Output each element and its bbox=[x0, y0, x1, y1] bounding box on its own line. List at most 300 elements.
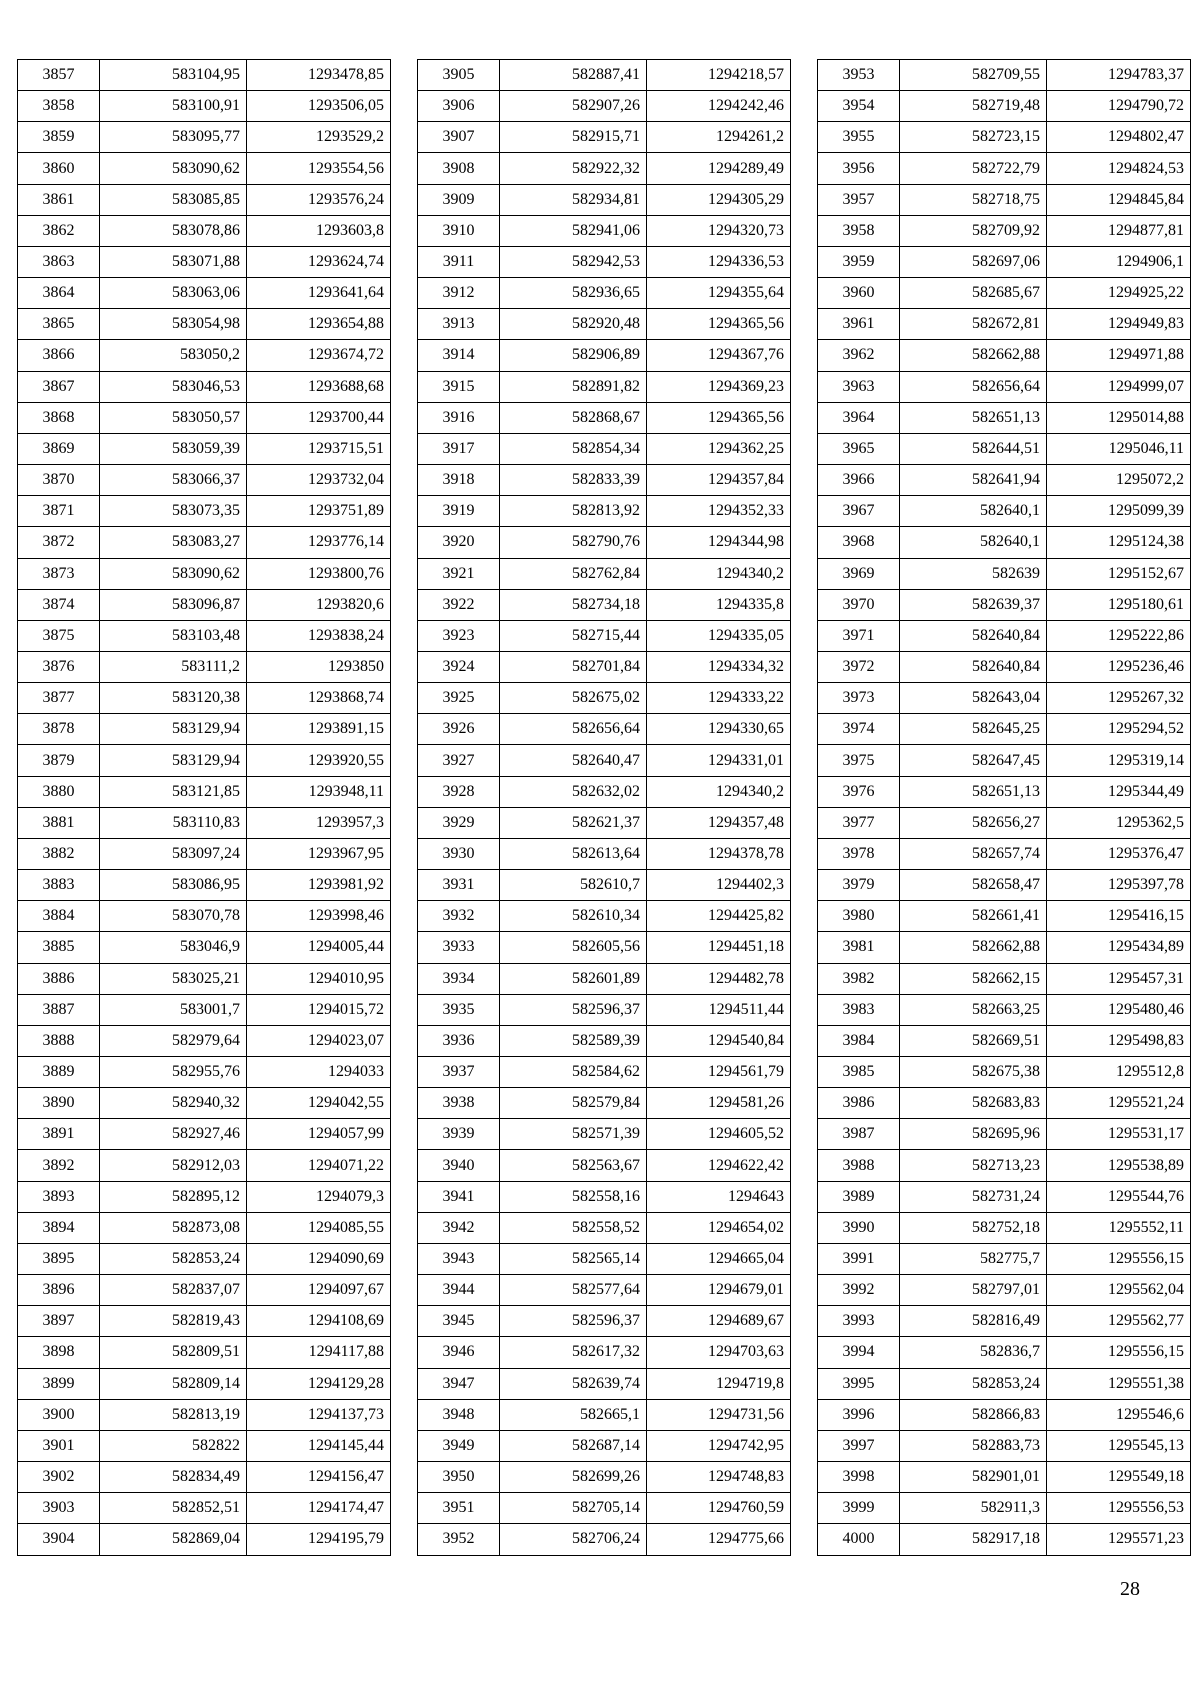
table-row bbox=[418, 558, 791, 589]
x-coordinate-cell: 582643,04 bbox=[900, 683, 1047, 714]
point-number-cell: 3905 bbox=[418, 60, 500, 91]
x-coordinate-cell: 582577,64 bbox=[500, 1275, 647, 1306]
table-row bbox=[18, 963, 391, 994]
x-coordinate-cell: 583054,98 bbox=[100, 309, 247, 340]
table-row bbox=[418, 91, 791, 122]
y-coordinate-cell: 1295344,49 bbox=[1047, 776, 1191, 807]
x-coordinate-cell: 582713,23 bbox=[900, 1150, 1047, 1181]
y-coordinate-cell: 1294195,79 bbox=[247, 1524, 391, 1555]
y-coordinate-cell: 1293688,68 bbox=[247, 371, 391, 402]
x-coordinate-cell: 582685,67 bbox=[900, 278, 1047, 309]
point-number-cell: 3956 bbox=[818, 153, 900, 184]
point-number-cell: 3986 bbox=[818, 1088, 900, 1119]
point-number-cell: 3868 bbox=[18, 402, 100, 433]
point-number-cell: 3926 bbox=[418, 714, 500, 745]
y-coordinate-cell: 1295376,47 bbox=[1047, 838, 1191, 869]
x-coordinate-cell: 582651,13 bbox=[900, 776, 1047, 807]
x-coordinate-cell: 582891,82 bbox=[500, 371, 647, 402]
table-row bbox=[418, 402, 791, 433]
table-row bbox=[18, 496, 391, 527]
x-coordinate-cell: 582563,67 bbox=[500, 1150, 647, 1181]
table-row bbox=[418, 714, 791, 745]
y-coordinate-cell: 1294845,84 bbox=[1047, 184, 1191, 215]
table-row bbox=[818, 963, 1191, 994]
x-coordinate-cell: 582645,25 bbox=[900, 714, 1047, 745]
table-row bbox=[418, 745, 791, 776]
table-row bbox=[418, 496, 791, 527]
point-number-cell: 3909 bbox=[418, 184, 500, 215]
y-coordinate-cell: 1294451,18 bbox=[647, 932, 791, 963]
x-coordinate-cell: 582819,43 bbox=[100, 1306, 247, 1337]
y-coordinate-cell: 1294378,78 bbox=[647, 838, 791, 869]
table-row bbox=[818, 496, 1191, 527]
table-row bbox=[818, 1057, 1191, 1088]
y-coordinate-cell: 1293506,05 bbox=[247, 91, 391, 122]
x-coordinate-cell: 582715,44 bbox=[500, 620, 647, 651]
point-number-cell: 3891 bbox=[18, 1119, 100, 1150]
table-row bbox=[418, 1243, 791, 1274]
point-number-cell: 3960 bbox=[818, 278, 900, 309]
x-coordinate-cell: 582868,67 bbox=[500, 402, 647, 433]
x-coordinate-cell: 582837,07 bbox=[100, 1275, 247, 1306]
point-number-cell: 3952 bbox=[418, 1524, 500, 1555]
table-row bbox=[818, 1306, 1191, 1337]
x-coordinate-cell: 583001,7 bbox=[100, 994, 247, 1025]
y-coordinate-cell: 1294925,22 bbox=[1047, 278, 1191, 309]
table-row bbox=[18, 1462, 391, 1493]
point-number-cell: 3859 bbox=[18, 122, 100, 153]
y-coordinate-cell: 1295294,52 bbox=[1047, 714, 1191, 745]
point-number-cell: 3860 bbox=[18, 153, 100, 184]
point-number-cell: 3922 bbox=[418, 589, 500, 620]
point-number-cell: 3964 bbox=[818, 402, 900, 433]
table-row bbox=[18, 309, 391, 340]
table-row bbox=[418, 1150, 791, 1181]
y-coordinate-cell: 1294731,56 bbox=[647, 1399, 791, 1430]
x-coordinate-cell: 582853,24 bbox=[900, 1368, 1047, 1399]
point-number-cell: 3925 bbox=[418, 683, 500, 714]
x-coordinate-cell: 583063,06 bbox=[100, 278, 247, 309]
y-coordinate-cell: 1294334,32 bbox=[647, 651, 791, 682]
point-number-cell: 3858 bbox=[18, 91, 100, 122]
table-row bbox=[418, 901, 791, 932]
point-number-cell: 3928 bbox=[418, 776, 500, 807]
x-coordinate-cell: 582731,24 bbox=[900, 1181, 1047, 1212]
y-coordinate-cell: 1295152,67 bbox=[1047, 558, 1191, 589]
x-coordinate-cell: 582906,89 bbox=[500, 340, 647, 371]
x-coordinate-cell: 582656,64 bbox=[900, 371, 1047, 402]
table-row bbox=[818, 1337, 1191, 1368]
x-coordinate-cell: 582722,79 bbox=[900, 153, 1047, 184]
table-row bbox=[418, 1181, 791, 1212]
point-number-cell: 3907 bbox=[418, 122, 500, 153]
table-row bbox=[818, 340, 1191, 371]
table-row bbox=[818, 91, 1191, 122]
y-coordinate-cell: 1293529,2 bbox=[247, 122, 391, 153]
y-coordinate-cell: 1295571,23 bbox=[1047, 1524, 1191, 1555]
x-coordinate-cell: 582579,84 bbox=[500, 1088, 647, 1119]
x-coordinate-cell: 582883,73 bbox=[900, 1430, 1047, 1461]
x-coordinate-cell: 582589,39 bbox=[500, 1025, 647, 1056]
table-row bbox=[818, 1462, 1191, 1493]
table-row bbox=[818, 60, 1191, 91]
y-coordinate-cell: 1294999,07 bbox=[1047, 371, 1191, 402]
x-coordinate-cell: 582752,18 bbox=[900, 1212, 1047, 1243]
point-number-cell: 3888 bbox=[18, 1025, 100, 1056]
table-row bbox=[818, 433, 1191, 464]
x-coordinate-cell: 582915,71 bbox=[500, 122, 647, 153]
x-coordinate-cell: 583100,91 bbox=[100, 91, 247, 122]
point-number-cell: 3910 bbox=[418, 215, 500, 246]
x-coordinate-cell: 582936,65 bbox=[500, 278, 647, 309]
point-number-cell: 3995 bbox=[818, 1368, 900, 1399]
point-number-cell: 3875 bbox=[18, 620, 100, 651]
y-coordinate-cell: 1294261,2 bbox=[647, 122, 791, 153]
table-row bbox=[18, 838, 391, 869]
table-row bbox=[418, 465, 791, 496]
table-row bbox=[818, 838, 1191, 869]
table-row bbox=[818, 1150, 1191, 1181]
y-coordinate-cell: 1294137,73 bbox=[247, 1399, 391, 1430]
table-row bbox=[418, 122, 791, 153]
x-coordinate-cell: 583129,94 bbox=[100, 745, 247, 776]
x-coordinate-cell: 582734,18 bbox=[500, 589, 647, 620]
point-number-cell: 3900 bbox=[18, 1399, 100, 1430]
y-coordinate-cell: 1295556,53 bbox=[1047, 1493, 1191, 1524]
table-row bbox=[818, 932, 1191, 963]
point-number-cell: 3931 bbox=[418, 870, 500, 901]
point-number-cell: 3906 bbox=[418, 91, 500, 122]
point-number-cell: 3896 bbox=[18, 1275, 100, 1306]
table-row bbox=[418, 1524, 791, 1555]
x-coordinate-cell: 582657,74 bbox=[900, 838, 1047, 869]
y-coordinate-cell: 1293700,44 bbox=[247, 402, 391, 433]
y-coordinate-cell: 1293576,24 bbox=[247, 184, 391, 215]
x-coordinate-cell: 583046,9 bbox=[100, 932, 247, 963]
point-number-cell: 3940 bbox=[418, 1150, 500, 1181]
x-coordinate-cell: 582675,38 bbox=[900, 1057, 1047, 1088]
point-number-cell: 3873 bbox=[18, 558, 100, 589]
y-coordinate-cell: 1293478,85 bbox=[247, 60, 391, 91]
y-coordinate-cell: 1295046,11 bbox=[1047, 433, 1191, 464]
coordinates-table-3 bbox=[817, 59, 1191, 1556]
x-coordinate-cell: 582718,75 bbox=[900, 184, 1047, 215]
point-number-cell: 3872 bbox=[18, 527, 100, 558]
y-coordinate-cell: 1294085,55 bbox=[247, 1212, 391, 1243]
table-row bbox=[418, 278, 791, 309]
table-row bbox=[818, 901, 1191, 932]
x-coordinate-cell: 582656,27 bbox=[900, 807, 1047, 838]
point-number-cell: 3889 bbox=[18, 1057, 100, 1088]
table-row bbox=[18, 1119, 391, 1150]
point-number-cell: 3912 bbox=[418, 278, 500, 309]
y-coordinate-cell: 1295457,31 bbox=[1047, 963, 1191, 994]
table-row bbox=[418, 807, 791, 838]
y-coordinate-cell: 1294330,65 bbox=[647, 714, 791, 745]
table-row bbox=[18, 589, 391, 620]
coordinates-table-1 bbox=[17, 59, 391, 1556]
y-coordinate-cell: 1294802,47 bbox=[1047, 122, 1191, 153]
x-coordinate-cell: 582565,14 bbox=[500, 1243, 647, 1274]
y-coordinate-cell: 1294335,05 bbox=[647, 620, 791, 651]
x-coordinate-cell: 583071,88 bbox=[100, 246, 247, 277]
y-coordinate-cell: 1293920,55 bbox=[247, 745, 391, 776]
x-coordinate-cell: 582836,7 bbox=[900, 1337, 1047, 1368]
x-coordinate-cell: 582610,34 bbox=[500, 901, 647, 932]
point-number-cell: 3959 bbox=[818, 246, 900, 277]
table-row bbox=[18, 433, 391, 464]
table-row bbox=[18, 278, 391, 309]
x-coordinate-cell: 582640,1 bbox=[900, 527, 1047, 558]
y-coordinate-cell: 1295236,46 bbox=[1047, 651, 1191, 682]
y-coordinate-cell: 1295072,2 bbox=[1047, 465, 1191, 496]
x-coordinate-cell: 582927,46 bbox=[100, 1119, 247, 1150]
table-row bbox=[18, 1368, 391, 1399]
point-number-cell: 3871 bbox=[18, 496, 100, 527]
x-coordinate-cell: 582813,92 bbox=[500, 496, 647, 527]
x-coordinate-cell: 582639,37 bbox=[900, 589, 1047, 620]
table-row bbox=[18, 1025, 391, 1056]
point-number-cell: 4000 bbox=[818, 1524, 900, 1555]
y-coordinate-cell: 1293554,56 bbox=[247, 153, 391, 184]
table-row bbox=[818, 589, 1191, 620]
x-coordinate-cell: 583025,21 bbox=[100, 963, 247, 994]
point-number-cell: 3930 bbox=[418, 838, 500, 869]
point-number-cell: 3857 bbox=[18, 60, 100, 91]
table-row bbox=[418, 776, 791, 807]
point-number-cell: 3973 bbox=[818, 683, 900, 714]
x-coordinate-cell: 582854,34 bbox=[500, 433, 647, 464]
y-coordinate-cell: 1294605,52 bbox=[647, 1119, 791, 1150]
y-coordinate-cell: 1294023,07 bbox=[247, 1025, 391, 1056]
x-coordinate-cell: 582706,24 bbox=[500, 1524, 647, 1555]
y-coordinate-cell: 1294129,28 bbox=[247, 1368, 391, 1399]
y-coordinate-cell: 1294305,29 bbox=[647, 184, 791, 215]
x-coordinate-cell: 582775,7 bbox=[900, 1243, 1047, 1274]
point-number-cell: 3933 bbox=[418, 932, 500, 963]
y-coordinate-cell: 1295319,14 bbox=[1047, 745, 1191, 776]
point-number-cell: 3923 bbox=[418, 620, 500, 651]
table-row bbox=[418, 1306, 791, 1337]
point-number-cell: 3944 bbox=[418, 1275, 500, 1306]
x-coordinate-cell: 583095,77 bbox=[100, 122, 247, 153]
x-coordinate-cell: 582651,13 bbox=[900, 402, 1047, 433]
y-coordinate-cell: 1294090,69 bbox=[247, 1243, 391, 1274]
y-coordinate-cell: 1294760,59 bbox=[647, 1493, 791, 1524]
table-row bbox=[418, 1057, 791, 1088]
y-coordinate-cell: 1294335,8 bbox=[647, 589, 791, 620]
coordinates-table-2 bbox=[417, 59, 791, 1556]
table-row bbox=[18, 714, 391, 745]
table-row bbox=[818, 1243, 1191, 1274]
point-number-cell: 3985 bbox=[818, 1057, 900, 1088]
x-coordinate-cell: 582907,26 bbox=[500, 91, 647, 122]
y-coordinate-cell: 1293891,15 bbox=[247, 714, 391, 745]
y-coordinate-cell: 1295498,83 bbox=[1047, 1025, 1191, 1056]
table-row bbox=[418, 620, 791, 651]
point-number-cell: 3894 bbox=[18, 1212, 100, 1243]
y-coordinate-cell: 1293674,72 bbox=[247, 340, 391, 371]
x-coordinate-cell: 582662,88 bbox=[900, 932, 1047, 963]
y-coordinate-cell: 1295434,89 bbox=[1047, 932, 1191, 963]
table-row bbox=[418, 1430, 791, 1461]
y-coordinate-cell: 1294365,56 bbox=[647, 309, 791, 340]
table-row bbox=[418, 651, 791, 682]
point-number-cell: 3978 bbox=[818, 838, 900, 869]
table-row bbox=[18, 901, 391, 932]
x-coordinate-cell: 582571,39 bbox=[500, 1119, 647, 1150]
x-coordinate-cell: 582596,37 bbox=[500, 994, 647, 1025]
x-coordinate-cell: 583050,2 bbox=[100, 340, 247, 371]
x-coordinate-cell: 582901,01 bbox=[900, 1462, 1047, 1493]
point-number-cell: 3992 bbox=[818, 1275, 900, 1306]
x-coordinate-cell: 582687,14 bbox=[500, 1430, 647, 1461]
point-number-cell: 3990 bbox=[818, 1212, 900, 1243]
table-row bbox=[818, 246, 1191, 277]
point-number-cell: 3920 bbox=[418, 527, 500, 558]
x-coordinate-cell: 583078,86 bbox=[100, 215, 247, 246]
y-coordinate-cell: 1295556,15 bbox=[1047, 1337, 1191, 1368]
x-coordinate-cell: 582662,15 bbox=[900, 963, 1047, 994]
y-coordinate-cell: 1294336,53 bbox=[647, 246, 791, 277]
point-number-cell: 3890 bbox=[18, 1088, 100, 1119]
y-coordinate-cell: 1294108,69 bbox=[247, 1306, 391, 1337]
y-coordinate-cell: 1294482,78 bbox=[647, 963, 791, 994]
x-coordinate-cell: 582940,32 bbox=[100, 1088, 247, 1119]
table-row bbox=[418, 371, 791, 402]
x-coordinate-cell: 582656,64 bbox=[500, 714, 647, 745]
table-row bbox=[418, 589, 791, 620]
x-coordinate-cell: 582922,32 bbox=[500, 153, 647, 184]
x-coordinate-cell: 582942,53 bbox=[500, 246, 647, 277]
table-row bbox=[818, 1430, 1191, 1461]
x-coordinate-cell: 583129,94 bbox=[100, 714, 247, 745]
point-number-cell: 3867 bbox=[18, 371, 100, 402]
point-number-cell: 3969 bbox=[818, 558, 900, 589]
y-coordinate-cell: 1295552,11 bbox=[1047, 1212, 1191, 1243]
table-row bbox=[418, 184, 791, 215]
x-coordinate-cell: 582709,92 bbox=[900, 215, 1047, 246]
point-number-cell: 3913 bbox=[418, 309, 500, 340]
x-coordinate-cell: 582705,14 bbox=[500, 1493, 647, 1524]
table-row bbox=[818, 1212, 1191, 1243]
table-row bbox=[818, 215, 1191, 246]
x-coordinate-cell: 583085,85 bbox=[100, 184, 247, 215]
y-coordinate-cell: 1294333,22 bbox=[647, 683, 791, 714]
point-number-cell: 3880 bbox=[18, 776, 100, 807]
table-row bbox=[818, 745, 1191, 776]
x-coordinate-cell: 583103,48 bbox=[100, 620, 247, 651]
table-row bbox=[418, 60, 791, 91]
x-coordinate-cell: 583104,95 bbox=[100, 60, 247, 91]
x-coordinate-cell: 582621,37 bbox=[500, 807, 647, 838]
x-coordinate-cell: 582834,49 bbox=[100, 1462, 247, 1493]
point-number-cell: 3904 bbox=[18, 1524, 100, 1555]
point-number-cell: 3971 bbox=[818, 620, 900, 651]
point-number-cell: 3980 bbox=[818, 901, 900, 932]
y-coordinate-cell: 1293981,92 bbox=[247, 870, 391, 901]
y-coordinate-cell: 1294079,3 bbox=[247, 1181, 391, 1212]
point-number-cell: 3955 bbox=[818, 122, 900, 153]
table-row bbox=[418, 838, 791, 869]
table-row bbox=[818, 527, 1191, 558]
y-coordinate-cell: 1294357,48 bbox=[647, 807, 791, 838]
y-coordinate-cell: 1293800,76 bbox=[247, 558, 391, 589]
table-row bbox=[18, 683, 391, 714]
point-number-cell: 3882 bbox=[18, 838, 100, 869]
y-coordinate-cell: 1294174,47 bbox=[247, 1493, 391, 1524]
y-coordinate-cell: 1294949,83 bbox=[1047, 309, 1191, 340]
y-coordinate-cell: 1294218,57 bbox=[647, 60, 791, 91]
point-number-cell: 3869 bbox=[18, 433, 100, 464]
y-coordinate-cell: 1294654,02 bbox=[647, 1212, 791, 1243]
table-row bbox=[418, 215, 791, 246]
table-row bbox=[18, 465, 391, 496]
table-row bbox=[18, 1057, 391, 1088]
x-coordinate-cell: 583120,38 bbox=[100, 683, 247, 714]
table-row bbox=[418, 932, 791, 963]
y-coordinate-cell: 1295512,8 bbox=[1047, 1057, 1191, 1088]
y-coordinate-cell: 1294369,23 bbox=[647, 371, 791, 402]
table-row bbox=[818, 620, 1191, 651]
point-number-cell: 3876 bbox=[18, 651, 100, 682]
x-coordinate-cell: 582887,41 bbox=[500, 60, 647, 91]
point-number-cell: 3937 bbox=[418, 1057, 500, 1088]
point-number-cell: 3983 bbox=[818, 994, 900, 1025]
x-coordinate-cell: 582911,3 bbox=[900, 1493, 1047, 1524]
table-row bbox=[418, 1399, 791, 1430]
point-number-cell: 3911 bbox=[418, 246, 500, 277]
table-row bbox=[418, 1212, 791, 1243]
point-number-cell: 3884 bbox=[18, 901, 100, 932]
x-coordinate-cell: 582640,47 bbox=[500, 745, 647, 776]
y-coordinate-cell: 1294242,46 bbox=[647, 91, 791, 122]
table-row bbox=[18, 1399, 391, 1430]
point-number-cell: 3943 bbox=[418, 1243, 500, 1274]
point-number-cell: 3934 bbox=[418, 963, 500, 994]
y-coordinate-cell: 1293998,46 bbox=[247, 901, 391, 932]
x-coordinate-cell: 582672,81 bbox=[900, 309, 1047, 340]
x-coordinate-cell: 582584,62 bbox=[500, 1057, 647, 1088]
table-row bbox=[18, 994, 391, 1025]
y-coordinate-cell: 1294357,84 bbox=[647, 465, 791, 496]
y-coordinate-cell: 1294775,66 bbox=[647, 1524, 791, 1555]
y-coordinate-cell: 1294679,01 bbox=[647, 1275, 791, 1306]
table-row bbox=[18, 870, 391, 901]
table-row bbox=[818, 402, 1191, 433]
point-number-cell: 3961 bbox=[818, 309, 900, 340]
page-number: 28 bbox=[1120, 1578, 1140, 1600]
y-coordinate-cell: 1294824,53 bbox=[1047, 153, 1191, 184]
x-coordinate-cell: 582605,56 bbox=[500, 932, 647, 963]
point-number-cell: 3895 bbox=[18, 1243, 100, 1274]
y-coordinate-cell: 1294117,88 bbox=[247, 1337, 391, 1368]
point-number-cell: 3996 bbox=[818, 1399, 900, 1430]
point-number-cell: 3966 bbox=[818, 465, 900, 496]
point-number-cell: 3897 bbox=[18, 1306, 100, 1337]
point-number-cell: 3883 bbox=[18, 870, 100, 901]
x-coordinate-cell: 582558,52 bbox=[500, 1212, 647, 1243]
x-coordinate-cell: 583090,62 bbox=[100, 558, 247, 589]
table-row bbox=[818, 122, 1191, 153]
point-number-cell: 3862 bbox=[18, 215, 100, 246]
table-row bbox=[18, 776, 391, 807]
x-coordinate-cell: 583096,87 bbox=[100, 589, 247, 620]
point-number-cell: 3898 bbox=[18, 1337, 100, 1368]
y-coordinate-cell: 1295531,17 bbox=[1047, 1119, 1191, 1150]
point-number-cell: 3887 bbox=[18, 994, 100, 1025]
point-number-cell: 3954 bbox=[818, 91, 900, 122]
